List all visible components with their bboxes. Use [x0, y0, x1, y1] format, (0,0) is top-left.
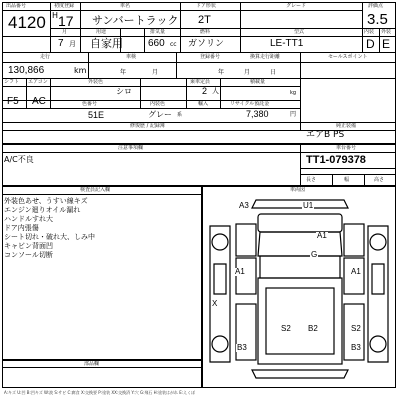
- era: H: [52, 11, 59, 20]
- parts-label: 部品欄: [84, 361, 100, 367]
- period-month: 月: [244, 69, 251, 76]
- capacity-label: 乗車定員: [190, 79, 211, 85]
- damage-mark-u1: U1: [303, 201, 314, 210]
- remark-1: 外装色あせ、うすい線キズ: [4, 197, 88, 205]
- interior-color-value: グレー: [148, 110, 172, 119]
- yen-unit: 円: [290, 111, 297, 118]
- damage-mark-a3: A3: [239, 201, 249, 210]
- inspector-label: 検査員記入欄: [80, 187, 111, 193]
- recycle-value: 7,380: [246, 109, 269, 119]
- inspection-month: 月: [152, 69, 159, 76]
- month-value: 7: [58, 38, 64, 49]
- damage-mark-g: G: [311, 250, 318, 259]
- exterior-score: E: [382, 37, 391, 51]
- exterior-label: 外装: [381, 29, 392, 35]
- remark-2: エンジン廻りオイル漏れ: [4, 206, 81, 214]
- interior-color-label: 内装色: [150, 101, 166, 107]
- notes-label: 注意事項欄: [118, 145, 144, 151]
- score-label: 評価点: [368, 3, 384, 9]
- legend-footer: A:キズ U:凹 B:凹キズ W:波 S:サビ C:腐食 X:交換要 P:塗装 XX:交換済 Y:穴 G:飛石 H:塗装はがれ E:えくぼ: [4, 390, 196, 395]
- door-label: ドア形状: [196, 3, 216, 9]
- car-name: サンバートラック: [92, 14, 179, 27]
- damage-mark-x: X: [212, 299, 218, 308]
- remark-5: シート切れ・破れ大、しみ中: [4, 233, 95, 241]
- chassis-value: TT1-079378: [306, 154, 366, 166]
- damage-mark-b2: B2: [308, 324, 318, 333]
- door-type: 2T: [198, 14, 211, 26]
- kg-unit: kg: [290, 90, 297, 96]
- note-text: A/C不良: [4, 155, 34, 164]
- fuel-value: ガソリン: [188, 39, 225, 49]
- inspection-label: 車検: [126, 54, 137, 60]
- remark-6: キャビン背面凹: [4, 242, 53, 250]
- displacement-value: 660: [148, 38, 165, 49]
- remark-4: ドア内張傷: [4, 224, 39, 232]
- remark-7: コンソール切断: [4, 251, 53, 259]
- mileage-label: 走行: [40, 54, 51, 60]
- period-year: 年: [218, 69, 225, 76]
- score-value: 3.5: [367, 11, 388, 28]
- model-value: LE-TT1: [270, 38, 304, 49]
- recycle-label: リサイクル預託金: [230, 101, 270, 107]
- mileage-value: 130,866: [8, 65, 45, 76]
- color-label: 外装色: [88, 79, 104, 85]
- width-label: 幅: [344, 177, 350, 183]
- option-value: エアB PS: [306, 130, 345, 140]
- damage-mark-a1-top: A1: [317, 231, 327, 240]
- load-label: 積載量: [250, 79, 266, 85]
- aircon-value: AC: [32, 96, 46, 107]
- sales-point-label: セールスポイント: [328, 54, 368, 60]
- cc-unit: cc: [170, 41, 177, 48]
- shift-label: シフト: [4, 79, 20, 85]
- color-no-label: 色番号: [82, 101, 98, 107]
- import-label: 輸入: [198, 101, 209, 107]
- length-label: 長さ: [306, 177, 317, 183]
- guide-label: 車両図: [290, 187, 306, 193]
- lot-number: 4120: [8, 13, 46, 32]
- capacity-value: 2: [202, 86, 208, 96]
- period-day: 日: [270, 69, 277, 76]
- fuel-label: 燃料: [200, 29, 211, 35]
- year-value: 17: [58, 13, 74, 29]
- shift-value: F5: [7, 96, 19, 107]
- inspection-year: 年: [120, 69, 127, 76]
- car-diagram: [202, 194, 396, 386]
- damage-mark-a1-right: A1: [351, 267, 361, 276]
- color-value: シロ: [116, 87, 132, 96]
- damage-mark-s2-left: S2: [281, 324, 291, 333]
- chassis-label: 車台番号: [336, 145, 357, 151]
- month-unit: 月: [69, 40, 76, 48]
- year-label: 初度登録: [54, 3, 75, 9]
- interior-score: D: [366, 37, 375, 51]
- remark-3: ハンドルすれ大: [4, 215, 53, 223]
- month-label: 月: [62, 29, 68, 35]
- damage-mark-b3-left: B3: [237, 343, 247, 352]
- interior-label: 内装: [364, 29, 375, 35]
- people-unit: 人: [212, 87, 219, 95]
- damage-mark-s2-right: S2: [351, 324, 361, 333]
- lot-label: 出品番号: [6, 3, 27, 9]
- usage-label: 用途: [96, 29, 107, 35]
- period-label: 換算走行距離: [250, 54, 281, 60]
- color-no-value: 51E: [88, 110, 105, 120]
- damage-mark-a1-left: A1: [235, 267, 245, 276]
- height-label: 高さ: [374, 177, 385, 183]
- usage-value: 自家用: [90, 37, 123, 50]
- grade-label: グレード: [286, 3, 307, 9]
- parts-box: [2, 360, 202, 388]
- interior-color-unit: 系: [177, 112, 183, 118]
- model-label: 型式: [294, 29, 305, 35]
- aircon-label: エアコン: [28, 79, 48, 85]
- option-label: 純正装備: [336, 123, 357, 129]
- km-unit: km: [74, 66, 87, 75]
- record-label: 修復歴 / 記録簿: [130, 123, 165, 129]
- displacement-label: 排気量: [150, 29, 166, 35]
- registration-label: 登録番号: [200, 54, 221, 60]
- car-name-label: 車名: [120, 3, 131, 9]
- damage-mark-b3-right: B3: [351, 343, 361, 352]
